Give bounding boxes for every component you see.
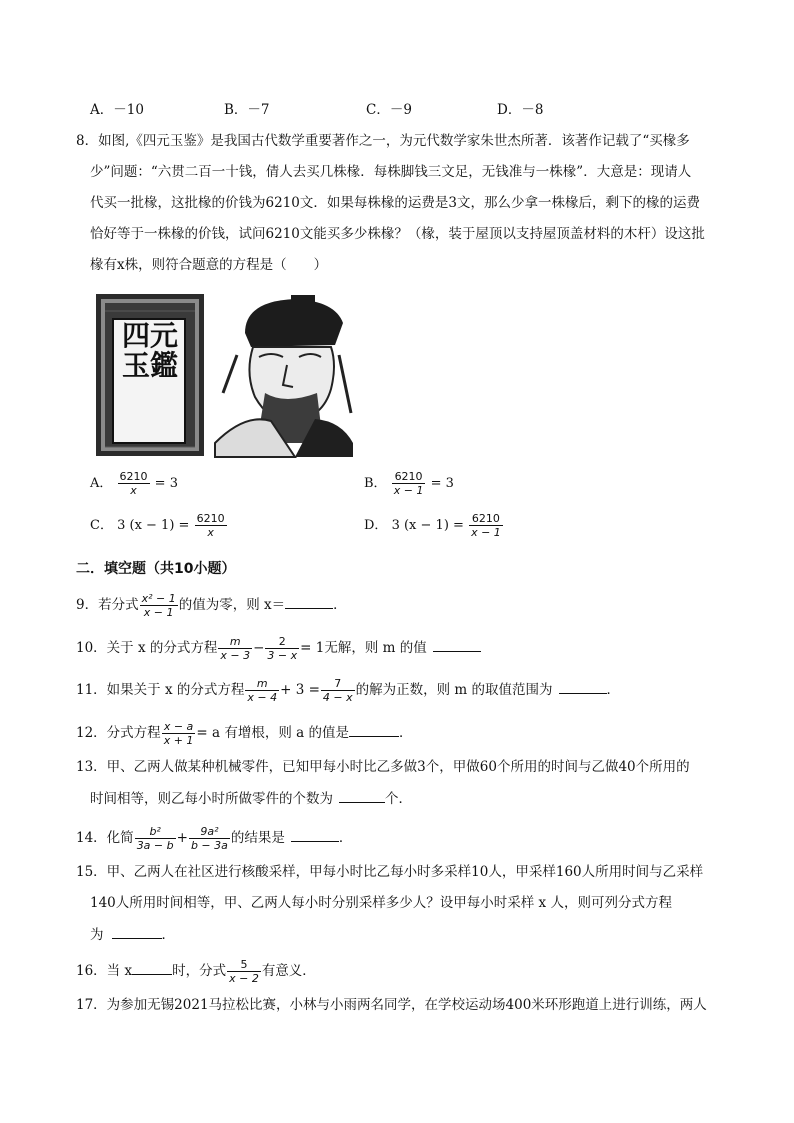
denominator: x + 1: [163, 734, 194, 747]
fraction: [140, 592, 178, 619]
q17-line-1: 17．为参加无锡2021马拉松比赛，小林与小雨两名同学，在学校运动场400米环形跑道上进行训练，两人: [76, 997, 707, 1013]
fraction: [227, 958, 261, 985]
numerator: 2: [265, 635, 299, 649]
operator: + 3 =: [280, 682, 320, 698]
q13-line-2: [90, 788, 412, 809]
answer-blank[interactable]: [559, 679, 607, 694]
q11-text: ．: [606, 682, 620, 698]
q14: [76, 825, 352, 852]
q11: [76, 677, 620, 704]
q7-option-b: B．－7: [224, 102, 270, 118]
numerator: 6210: [119, 470, 148, 483]
numerator: 6210: [469, 512, 503, 526]
q8-line-5: 椽有x株，则符合题意的方程是（ ）: [90, 257, 328, 273]
q8-line-4: 恰好等于一株椽的价钱，试问6210文能买多少株椽？（椽，装于屋顶以支持屋顶盖材料的木杆）设这批: [90, 226, 705, 242]
q16-text: 时，分式: [172, 963, 227, 979]
q14-text: ．: [338, 830, 353, 846]
denominator: x − 3: [220, 649, 251, 662]
q13-text: 个．: [385, 791, 412, 807]
q16-text: 16．当 x: [76, 963, 133, 979]
q8-illustration: [95, 293, 355, 458]
equation-lead: 3 (x − 1) =: [117, 518, 190, 533]
option-label: A．: [90, 476, 113, 491]
answer-blank[interactable]: [349, 722, 399, 737]
book-title-text: 四元玉鑑: [121, 319, 178, 382]
fraction: [118, 470, 150, 497]
q7-option-d: D．－8: [497, 102, 544, 118]
q10-text: = 1无解，则 m 的值: [300, 640, 427, 656]
q10: [76, 635, 481, 662]
q13-line-1: 13．甲、乙两人做某种机械零件，已知甲每小时比乙多做3个，甲做60个所用的时间与乙做40个所用的: [76, 759, 690, 775]
q12-text: = a 有增根，则 a 的值是: [196, 725, 349, 741]
q10-text: 10．关于 x 的分式方程: [76, 640, 218, 656]
q16: [76, 958, 316, 985]
q12-text: 12．分式方程: [76, 725, 161, 741]
numerator: x − a: [162, 720, 196, 734]
q8-line-1: 8．如图,《四元玉鉴》是我国古代数学重要著作之一，为元代数学家朱世杰所著．该著作记载了“买椽多: [76, 133, 690, 149]
answer-blank[interactable]: [285, 594, 333, 609]
q8-option-a: [90, 470, 178, 497]
operator: +: [176, 830, 188, 846]
numerator: 5: [227, 958, 261, 972]
numerator: 6210: [196, 512, 225, 525]
equation-tail: = 3: [430, 476, 454, 491]
denominator: x − 1: [471, 526, 501, 539]
q12: [76, 720, 412, 747]
answer-blank[interactable]: [339, 788, 385, 803]
fraction: [321, 677, 355, 704]
option-label: D．: [364, 518, 388, 533]
q11-text: 11．如果关于 x 的分式方程: [76, 682, 245, 698]
fraction: [162, 720, 196, 747]
denominator: x − 4: [247, 691, 278, 704]
numerator: 9a²: [189, 825, 230, 839]
q8-option-c: [90, 512, 228, 539]
option-label: C．: [90, 518, 113, 533]
fraction: [469, 512, 503, 539]
answer-blank[interactable]: [132, 960, 172, 975]
equation-lead: 3 (x − 1) =: [391, 518, 464, 533]
q9-text: 9．若分式: [76, 597, 139, 613]
q12-text: ．: [398, 725, 413, 741]
q11-text: 的解为正数，则 m 的取值范围为: [355, 682, 553, 698]
denominator: x: [207, 526, 214, 539]
q8-option-d: [364, 512, 504, 539]
operator: −: [253, 640, 265, 656]
q15-text: 为: [90, 927, 104, 943]
fraction: [392, 470, 426, 497]
fraction: [218, 635, 252, 662]
answer-blank[interactable]: [112, 924, 162, 939]
denominator: x: [130, 484, 137, 497]
equation-tail: = 3: [154, 476, 178, 491]
q15-line-1: 15．甲、乙两人在社区进行核酸采样，甲每小时比乙每小时多采样10人，甲采样160人所用时间与乙采样: [76, 864, 704, 880]
numerator: 6210: [392, 470, 426, 484]
denominator: x − 1: [143, 606, 174, 619]
fraction: [135, 825, 176, 852]
fraction: [195, 512, 227, 539]
q13-text: 时间相等，则乙每小时所做零件的个数为: [90, 791, 333, 807]
numerator: 7: [321, 677, 355, 691]
q7-option-a: A．－10: [90, 102, 144, 118]
q16-text: 有意义．: [261, 963, 316, 979]
q15-text: ．: [161, 927, 175, 943]
q8-line-2: 少”问题：“六贯二百一十钱，倩人去买几株椽．每株脚钱三文足，无钱准与一株椽”．大意是：现请人: [90, 164, 692, 180]
answer-blank[interactable]: [433, 637, 481, 652]
q8-option-b: [364, 470, 454, 497]
answer-blank[interactable]: [291, 827, 339, 842]
denominator: x − 1: [393, 484, 424, 497]
numerator: b²: [135, 825, 176, 839]
q15-line-3: [90, 924, 175, 945]
q9: [76, 592, 347, 619]
fraction: [189, 825, 230, 852]
numerator: x² − 1: [141, 592, 176, 605]
denominator: 4 − x: [322, 691, 353, 704]
q9-text: 的值为零，则 x＝: [178, 597, 286, 613]
denominator: b − 3a: [190, 839, 228, 852]
denominator: 3 − x: [267, 649, 298, 662]
fraction: [245, 677, 279, 704]
fraction: [265, 635, 299, 662]
section-title: 二．填空题（共10小题）: [76, 561, 236, 577]
q7-option-c: C．－9: [366, 102, 412, 118]
denominator: x − 2: [229, 972, 259, 985]
numerator: m: [245, 677, 279, 691]
option-label: B．: [364, 476, 387, 491]
q8-line-3: 代买一批椽，这批椽的价钱为6210文．如果每株椽的运费是3文，那么少拿一株椽后，剩下的椽的运费: [90, 195, 700, 211]
numerator: m: [218, 635, 252, 649]
q15-line-2: 140人所用时间相等，甲、乙两人每小时分别采样多少人？设甲每小时采样 x 人，则可列分式方程: [90, 895, 672, 911]
q14-text: 14．化简: [76, 830, 134, 846]
q9-text: ．: [333, 597, 347, 613]
q14-text: 的结果是: [230, 830, 285, 846]
denominator: 3a − b: [136, 839, 174, 852]
